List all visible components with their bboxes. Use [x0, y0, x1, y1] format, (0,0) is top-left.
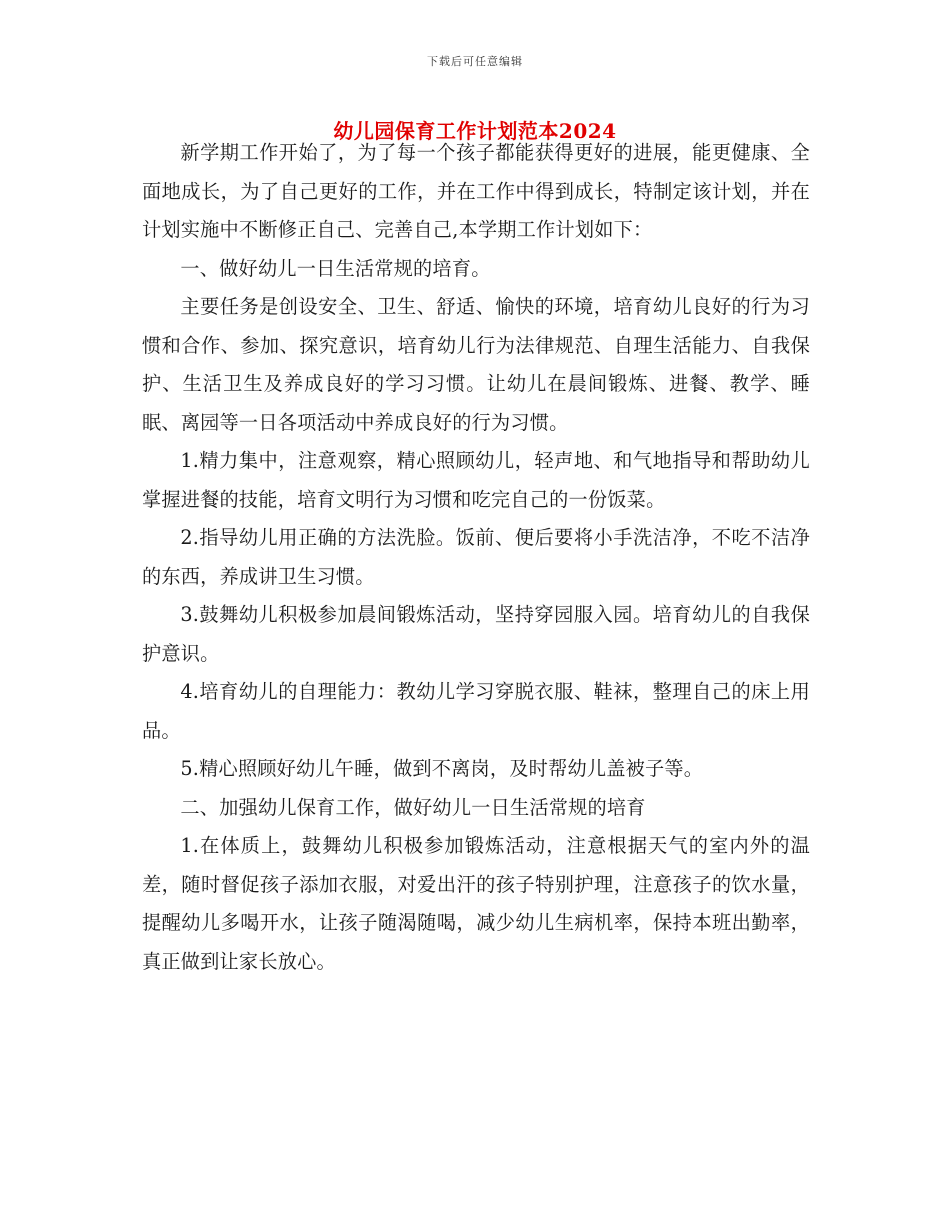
list-item-4: 4.培育幼儿的自理能力：教幼儿学习穿脱衣服、鞋袜，整理自己的床上用品。 — [142, 680, 810, 742]
list-item-1: 1.精力集中，注意观察，精心照顾幼儿，轻声地、和气地指导和帮助幼儿掌握进餐的技能，培育文明行为习惯和吃完自己的一份饭菜。 — [142, 449, 810, 511]
list-item-3: 3.鼓舞幼儿积极参加晨间锻炼活动，坚持穿园服入园。培育幼儿的自我保护意识。 — [142, 603, 810, 665]
list-item-2: 2.指导幼儿用正确的方法洗脸。饭前、便后要将小手洗洁净，不吃不洁净的东西，养成讲卫生习惯。 — [142, 526, 810, 588]
paragraph-intro: 新学期工作开始了，为了每一个孩子都能获得更好的进展，能更健康、全面地成长，为了自己更好的工作，并在工作中得到成长，特制定该计划，并在计划实施中不断修正自己、完善自己,本学期工作计划如下： — [142, 141, 810, 241]
section-heading-2: 二、加强幼儿保育工作，做好幼儿一日生活常规的培育 — [180, 795, 646, 819]
document-title: 幼儿园保育工作计划范本2024 — [333, 119, 617, 143]
list-item-5: 5.精心照顾好幼儿午睡，做到不离岗，及时帮幼儿盖被子等。 — [180, 757, 704, 780]
list-item-physique: 1.在体质上，鼓舞幼儿积极参加锻炼活动，注意根据天气的室内外的温差，随时督促孩子添加衣服，对爱出汗的孩子特别护理，注意孩子的饮水量，提醒幼儿多喝开水，让孩子随渴随喝，减少幼儿生病机率，保持本班出勤率，真正做到让家长放心。 — [142, 834, 810, 973]
paragraph-main-task: 主要任务是创设安全、卫生、舒适、愉快的环境，培育幼儿良好的行为习惯和合作、参加、探究意识，培育幼儿行为法律规范、自理生活能力、自我保护、生活卫生及养成良好的学习习惯。让幼儿在晨间锻炼、进餐、教学、睡眠、离园等一日各项活动中养成良好的行为习惯。 — [142, 295, 810, 434]
header-note: 下载后可任意编辑 — [427, 55, 523, 68]
document-body — [142, 134, 810, 981]
section-heading-1: 一、做好幼儿一日生活常规的培育。 — [180, 256, 491, 280]
